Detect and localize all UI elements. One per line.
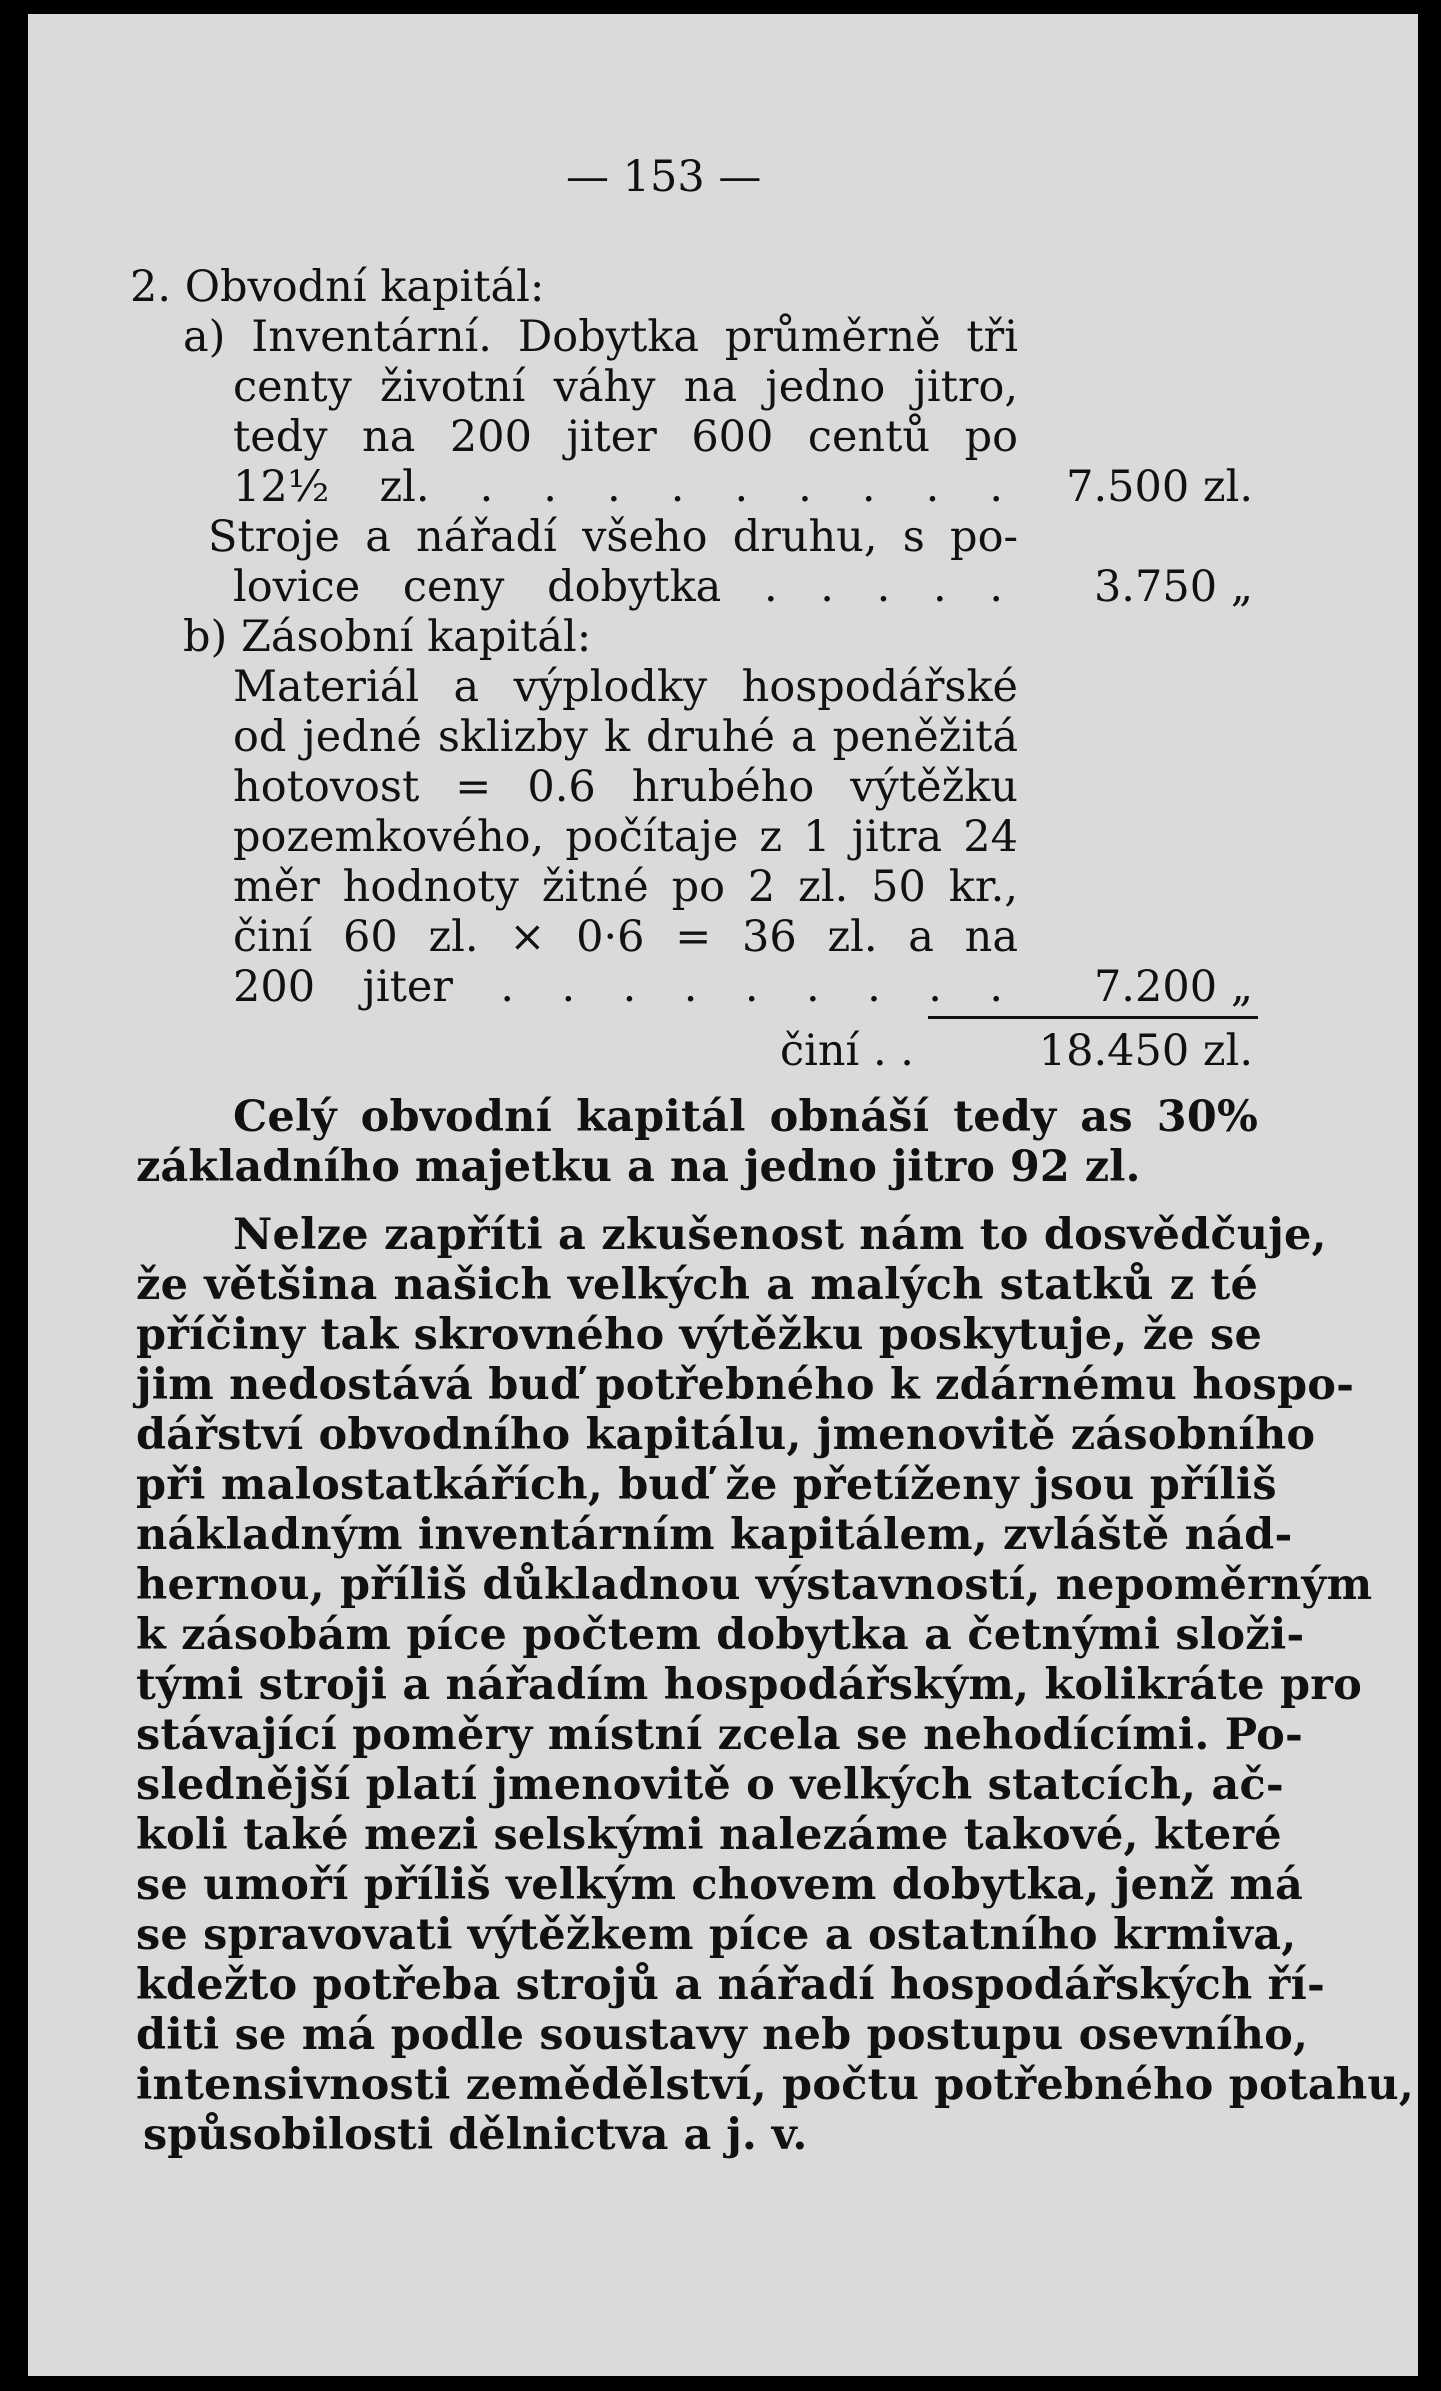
total-label: činí . .	[780, 1026, 914, 1076]
stock-line-5: měr hodnoty žitné po 2 zl. 50 kr.,	[233, 862, 1018, 912]
paragraph-line: že většina našich velkých a malých statků z té	[136, 1260, 1258, 1310]
paragraph-line: tými stroji a nářadím hospodářským, kolikráte pro	[136, 1660, 1363, 1710]
paragraph-line: stávající poměry místní zcela se nehodícími. Po-	[136, 1710, 1304, 1760]
summary-line-1: Celý obvodní kapitál obnáší tedy as 30%	[233, 1092, 1258, 1142]
page-number: — 153 —	[566, 152, 762, 202]
machinery-line-1: Stroje a nářadí všeho druhu, s po-	[208, 512, 1018, 562]
stock-line-4: pozemkového, počítaje z 1 jitra 24	[233, 812, 1018, 862]
inventory-line-1: a) Inventární. Dobytka průměrně tři	[183, 312, 1018, 362]
stock-line-1: Materiál a výplodky hospodářské	[233, 662, 1018, 712]
paragraph-line: k zásobám píce počtem dobytka a četnými složi-	[136, 1610, 1305, 1660]
machinery-line-2: lovice ceny dobytka . . . . .	[233, 562, 1003, 612]
stock-capital-title: b) Zásobní kapitál:	[183, 612, 592, 662]
paragraph-line: intensivnosti zemědělství, počtu potřebného potahu,	[136, 2060, 1415, 2110]
paragraph-line: hernou, příliš důkladnou výstavností, nepoměrným	[136, 1560, 1373, 1610]
summary-line-2: základního majetku a na jedno jitro 92 zl.	[136, 1142, 1141, 1192]
paragraph-line: při malostatkářích, buď že přetíženy jsou příliš	[136, 1460, 1277, 1510]
stock-line-6: činí 60 zl. × 0·6 = 36 zl. a na	[233, 912, 1018, 962]
paragraph-line: jim nedostává buď potřebného k zdárnému hospo-	[136, 1360, 1355, 1410]
paragraph-line: spůsobilosti dělnictva a j. v.	[143, 2110, 808, 2160]
paragraph-line: diti se má podle soustavy neb postupu osevního,	[136, 2010, 1309, 2060]
inventory-amount: 7.500 zl.	[1066, 462, 1253, 512]
paragraph-line: nákladným inventárním kapitálem, zvláště nád-	[136, 1510, 1293, 1560]
section-title: 2. Obvodní kapitál:	[130, 262, 545, 312]
stock-line-7: 200 jiter . . . . . . . . .	[233, 962, 1003, 1012]
paragraph-line: dářství obvodního kapitálu, jmenovitě zásobního	[136, 1410, 1316, 1460]
paragraph-line: Nelze zapříti a zkušenost nám to dosvědčuje,	[233, 1210, 1327, 1260]
total-amount: 18.450 zl.	[1038, 1026, 1253, 1076]
stock-line-3: hotovost = 0.6 hrubého výtěžku	[233, 762, 1018, 812]
paragraph-line: příčiny tak skrovného výtěžku poskytuje, že se	[136, 1310, 1263, 1360]
machinery-amount: 3.750 „	[1093, 562, 1253, 612]
paragraph-line: slednější platí jmenovitě o velkých statcích, ač-	[136, 1760, 1284, 1810]
paragraph-line: koli také mezi selskými nalezáme takové, které	[136, 1810, 1282, 1860]
stock-line-2: od jedné sklizby k druhé a peněžitá	[233, 712, 1018, 762]
inventory-line-3: tedy na 200 jiter 600 centů po	[233, 412, 1018, 462]
inventory-line-2: centy životní váhy na jedno jitro,	[233, 362, 1018, 412]
inventory-line-4: 12½ zl. . . . . . . . . .	[233, 462, 1003, 512]
sum-rule	[928, 1016, 1258, 1019]
book-page	[28, 14, 1418, 2376]
paragraph-line: se umoří příliš velkým chovem dobytka, jenž má	[136, 1860, 1304, 1910]
paragraph-line: kdežto potřeba strojů a nářadí hospodářských ří-	[136, 1960, 1326, 2010]
stock-amount: 7.200 „	[1093, 962, 1253, 1012]
paragraph-line: se spravovati výtěžkem píce a ostatního krmiva,	[136, 1910, 1297, 1960]
